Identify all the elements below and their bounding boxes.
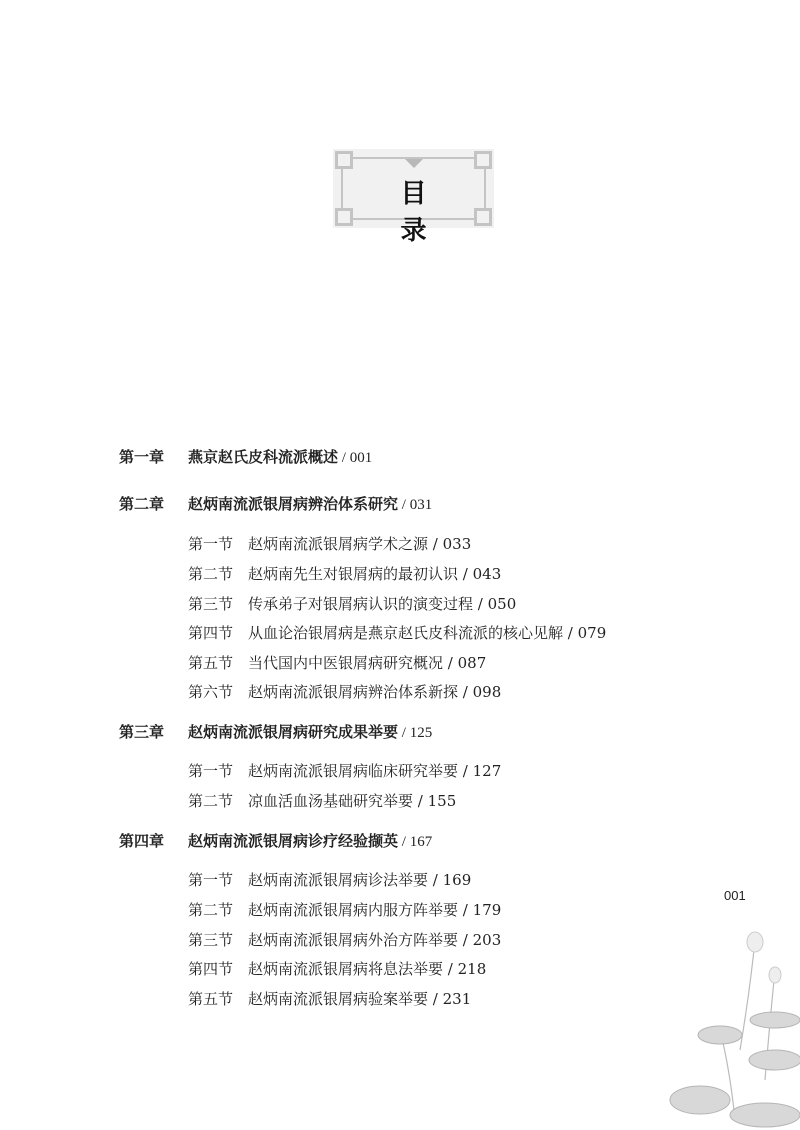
- separator: /: [458, 565, 473, 583]
- separator: /: [398, 834, 410, 850]
- page-ref: 127: [472, 762, 502, 780]
- separator: /: [473, 595, 488, 613]
- page-ref: 033: [442, 535, 472, 553]
- section-title: 赵炳南流派银屑病学术之源 / 033: [248, 535, 472, 553]
- section-label: 第三节: [188, 595, 234, 613]
- separator: /: [458, 931, 473, 949]
- chapter-title: 赵炳南流派银屑病辨治体系研究 / 031: [188, 495, 433, 513]
- page-ref: 079: [577, 624, 607, 642]
- chapter-title: 燕京赵氏皮科流派概述 / 001: [188, 448, 373, 466]
- chapter-label: 第二章: [119, 495, 165, 513]
- page-ref: 125: [409, 725, 433, 741]
- chapter-label: 第三章: [119, 723, 165, 741]
- section-label: 第一节: [188, 762, 234, 780]
- page-ref: 087: [457, 654, 487, 672]
- corner-ornament-icon: [335, 151, 353, 169]
- separator: /: [428, 871, 443, 889]
- chapter-label: 第四章: [119, 832, 165, 850]
- section-label: 第六节: [188, 683, 234, 701]
- section-label: 第二节: [188, 901, 234, 919]
- separator: /: [413, 792, 428, 810]
- separator: /: [398, 725, 410, 741]
- page-ref: 231: [442, 990, 472, 1008]
- section-label: 第四节: [188, 624, 234, 642]
- chapter-title: 赵炳南流派银屑病诊疗经验撷英 / 167: [188, 832, 433, 850]
- section-title: 赵炳南流派银屑病诊法举要 / 169: [248, 871, 472, 889]
- page-ref: 179: [472, 901, 502, 919]
- section-title: 从血论治银屑病是燕京赵氏皮科流派的核心见解 / 079: [248, 624, 607, 642]
- section-label: 第一节: [188, 535, 234, 553]
- section-label: 第五节: [188, 654, 234, 672]
- page-ref: 001: [349, 450, 373, 466]
- corner-ornament-icon: [474, 151, 492, 169]
- separator: /: [338, 450, 350, 466]
- section-label: 第四节: [188, 960, 234, 978]
- page-ref: 169: [442, 871, 472, 889]
- chapter-title: 赵炳南流派银屑病研究成果举要 / 125: [188, 723, 433, 741]
- page-number: 001: [724, 888, 746, 903]
- separator: /: [428, 990, 443, 1008]
- separator: /: [563, 624, 578, 642]
- page-ref: 043: [472, 565, 502, 583]
- page-ref: 218: [457, 960, 487, 978]
- section-label: 第一节: [188, 871, 234, 889]
- page-ref: 203: [472, 931, 502, 949]
- section-title: 赵炳南流派银屑病辨治体系新探 / 098: [248, 683, 502, 701]
- page-ref: 098: [472, 683, 502, 701]
- section-label: 第二节: [188, 565, 234, 583]
- notch-ornament-icon: [405, 159, 423, 168]
- section-title: 赵炳南流派银屑病将息法举要 / 218: [248, 960, 487, 978]
- section-label: 第二节: [188, 792, 234, 810]
- section-label: 第五节: [188, 990, 234, 1008]
- page-ref: 050: [487, 595, 517, 613]
- section-title: 传承弟子对银屑病认识的演变过程 / 050: [248, 595, 517, 613]
- separator: /: [443, 960, 458, 978]
- section-title: 赵炳南流派银屑病验案举要 / 231: [248, 990, 472, 1008]
- separator: /: [458, 683, 473, 701]
- separator: /: [398, 497, 410, 513]
- separator: /: [458, 762, 473, 780]
- section-label: 第三节: [188, 931, 234, 949]
- section-title: 赵炳南流派银屑病内服方阵举要 / 179: [248, 901, 502, 919]
- separator: /: [458, 901, 473, 919]
- separator: /: [428, 535, 443, 553]
- page-ref: 167: [409, 834, 433, 850]
- section-title: 赵炳南先生对银屑病的最初认识 / 043: [248, 565, 502, 583]
- chapter-label: 第一章: [119, 448, 165, 466]
- section-title: 当代国内中医银屑病研究概况 / 087: [248, 654, 487, 672]
- lotus-illustration-icon: [660, 930, 800, 1130]
- section-title: 凉血活血汤基础研究举要 / 155: [248, 792, 457, 810]
- page-ref: 031: [409, 497, 433, 513]
- section-title: 赵炳南流派银屑病外治方阵举要 / 203: [248, 931, 502, 949]
- page-ref: 155: [427, 792, 457, 810]
- page-title: 目 录: [400, 179, 455, 246]
- separator: /: [443, 654, 458, 672]
- toc-heading-box: [333, 149, 494, 246]
- section-title: 赵炳南流派银屑病临床研究举要 / 127: [248, 762, 502, 780]
